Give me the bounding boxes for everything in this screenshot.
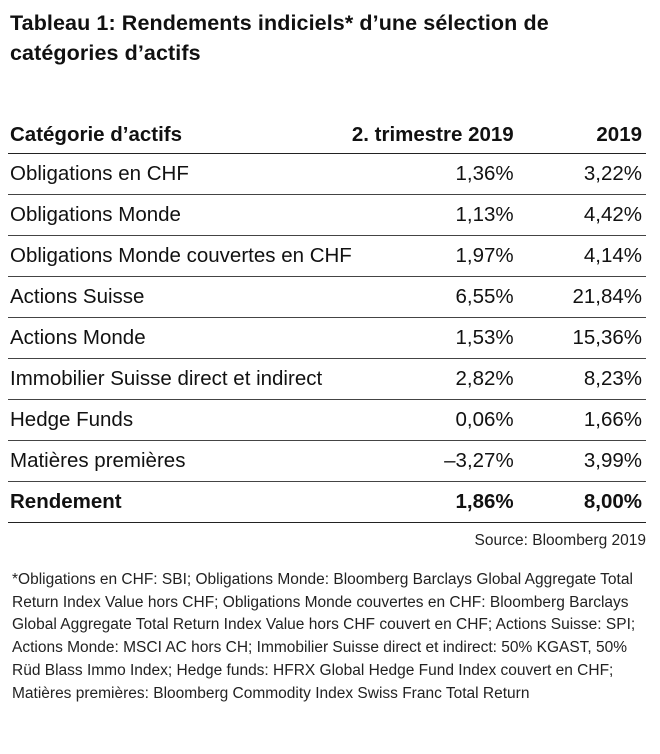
header-row xyxy=(8,117,646,154)
returns-table xyxy=(8,117,646,523)
table-row xyxy=(8,277,646,318)
table-row xyxy=(8,400,646,441)
source-note: Source: Bloomberg 2019 xyxy=(474,532,646,549)
table-row xyxy=(8,441,646,482)
category-cell: Actions Monde xyxy=(8,318,352,359)
total-row xyxy=(8,482,646,523)
q2-value-cell: 0,06% xyxy=(352,400,514,441)
column-header-q2-2019: 2. trimestre 2019 xyxy=(352,117,514,154)
column-header-2019: 2019 xyxy=(514,117,646,154)
category-cell: Immobilier Suisse direct et indirect xyxy=(8,359,352,400)
year-value-cell: 4,14% xyxy=(514,236,646,277)
total-label-cell: Rendement xyxy=(8,482,352,523)
column-header-category: Catégorie d’actifs xyxy=(8,117,352,154)
category-cell: Obligations en CHF xyxy=(8,154,352,195)
year-value-cell: 3,22% xyxy=(514,154,646,195)
category-cell: Obligations Monde xyxy=(8,195,352,236)
q2-value-cell: 6,55% xyxy=(352,277,514,318)
table-row xyxy=(8,359,646,400)
q2-value-cell: 1,97% xyxy=(352,236,514,277)
table-title: Tableau 1: Rendements indiciels* d’une sélection de catégories d’actifs xyxy=(10,11,549,65)
year-value-cell: 1,66% xyxy=(514,400,646,441)
total-q2-value-cell: 1,86% xyxy=(352,482,514,523)
category-cell: Matières premières xyxy=(8,441,352,482)
year-value-cell: 3,99% xyxy=(514,441,646,482)
table-row xyxy=(8,318,646,359)
year-value-cell: 21,84% xyxy=(514,277,646,318)
table-row xyxy=(8,154,646,195)
footnote: *Obligations en CHF: SBI; Obligations Monde: Bloomberg Barclays Global Aggregate Total Return Index Value hors CHF; Obligations Monde couvertes en CHF: Bloomberg Barclays Global Aggregate Total Return Index Value hors CHF couvert en CHF; Actions Suisse: SPI; Actions Monde: MSCI AC hors CH; Immobilier Suisse direct et indirect: 50% KGAST, 50% Rüd Blass Immo Index; Hedge funds: HFRX Global Hedge Fund Index couvert en CHF; Matières premières: Bloomberg Commodity Index Swiss Franc Total Return xyxy=(12,571,636,702)
q2-value-cell: –3,27% xyxy=(352,441,514,482)
category-cell: Obligations Monde couvertes en CHF xyxy=(8,236,352,277)
category-cell: Hedge Funds xyxy=(8,400,352,441)
year-value-cell: 8,23% xyxy=(514,359,646,400)
q2-value-cell: 1,53% xyxy=(352,318,514,359)
table-row xyxy=(8,236,646,277)
total-year-value-cell: 8,00% xyxy=(514,482,646,523)
table-row xyxy=(8,195,646,236)
category-cell: Actions Suisse xyxy=(8,277,352,318)
q2-value-cell: 1,13% xyxy=(352,195,514,236)
year-value-cell: 4,42% xyxy=(514,195,646,236)
q2-value-cell: 1,36% xyxy=(352,154,514,195)
year-value-cell: 15,36% xyxy=(514,318,646,359)
q2-value-cell: 2,82% xyxy=(352,359,514,400)
